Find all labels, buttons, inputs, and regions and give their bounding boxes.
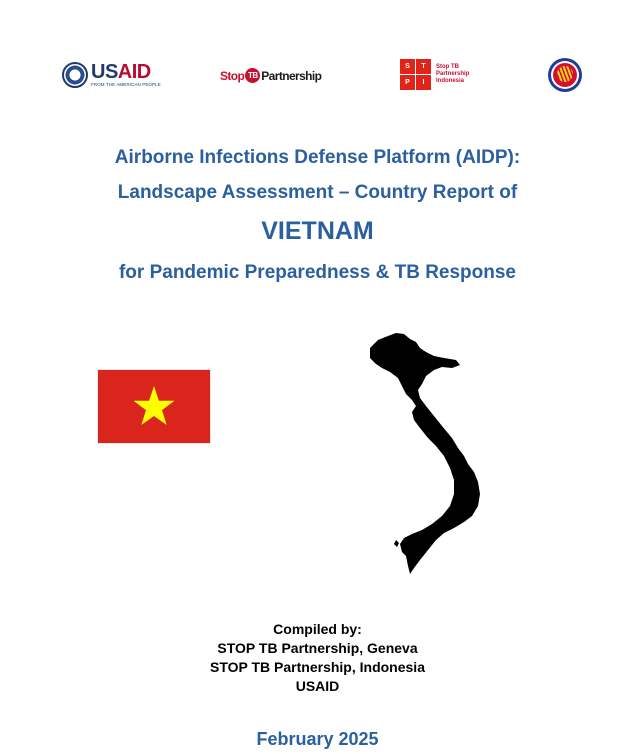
vietnam-map-icon — [364, 330, 484, 575]
usaid-wordmark: USAID — [91, 61, 151, 84]
stpi-letter: I — [416, 75, 431, 90]
logo-bar — [0, 58, 635, 94]
stpi-name — [436, 64, 469, 85]
report-title-line-2: Landscape Assessment – Country Report of — [117, 182, 518, 203]
tb-badge-icon: TB — [245, 68, 260, 83]
contributor: USAID — [295, 678, 340, 694]
contributor: STOP TB Partnership, Indonesia — [210, 659, 425, 675]
report-date: February 2025 — [256, 729, 379, 749]
stpi-logo — [400, 59, 469, 90]
usaid-logo — [62, 62, 161, 88]
asean-logo — [548, 58, 582, 92]
stoptb-partnership-logo — [220, 68, 321, 83]
stpi-letter: S — [400, 59, 415, 74]
stoptb-partnership-text: Partnership — [261, 68, 322, 83]
report-title-line-4: for Pandemic Preparedness & TB Response — [118, 262, 516, 283]
stpi-letter: P — [400, 75, 415, 90]
report-title-line-1: Airborne Infections Defense Platform (AIDP): — [114, 147, 521, 168]
report-country-name: VIETNAM — [261, 217, 374, 245]
vietnam-flag-icon — [98, 370, 210, 443]
stpi-letter: T — [416, 59, 431, 74]
contributor: STOP TB Partnership, Geneva — [217, 640, 418, 656]
stoptb-stop-text: Stop — [220, 68, 245, 83]
usaid-tagline: FROM THE AMERICAN PEOPLE — [91, 82, 161, 88]
stpi-name-line: Stop TB — [436, 64, 459, 71]
compiled-by-heading: Compiled by: — [273, 621, 362, 637]
compiled-by-block — [0, 620, 635, 696]
flag-star-icon — [134, 386, 175, 425]
stpi-name-line: Partnership — [436, 71, 470, 78]
asean-emblem-icon — [548, 58, 582, 92]
usaid-seal-icon — [62, 62, 88, 88]
stpi-letter-grid-icon — [400, 59, 431, 90]
stpi-name-line: Indonesia — [436, 77, 465, 84]
